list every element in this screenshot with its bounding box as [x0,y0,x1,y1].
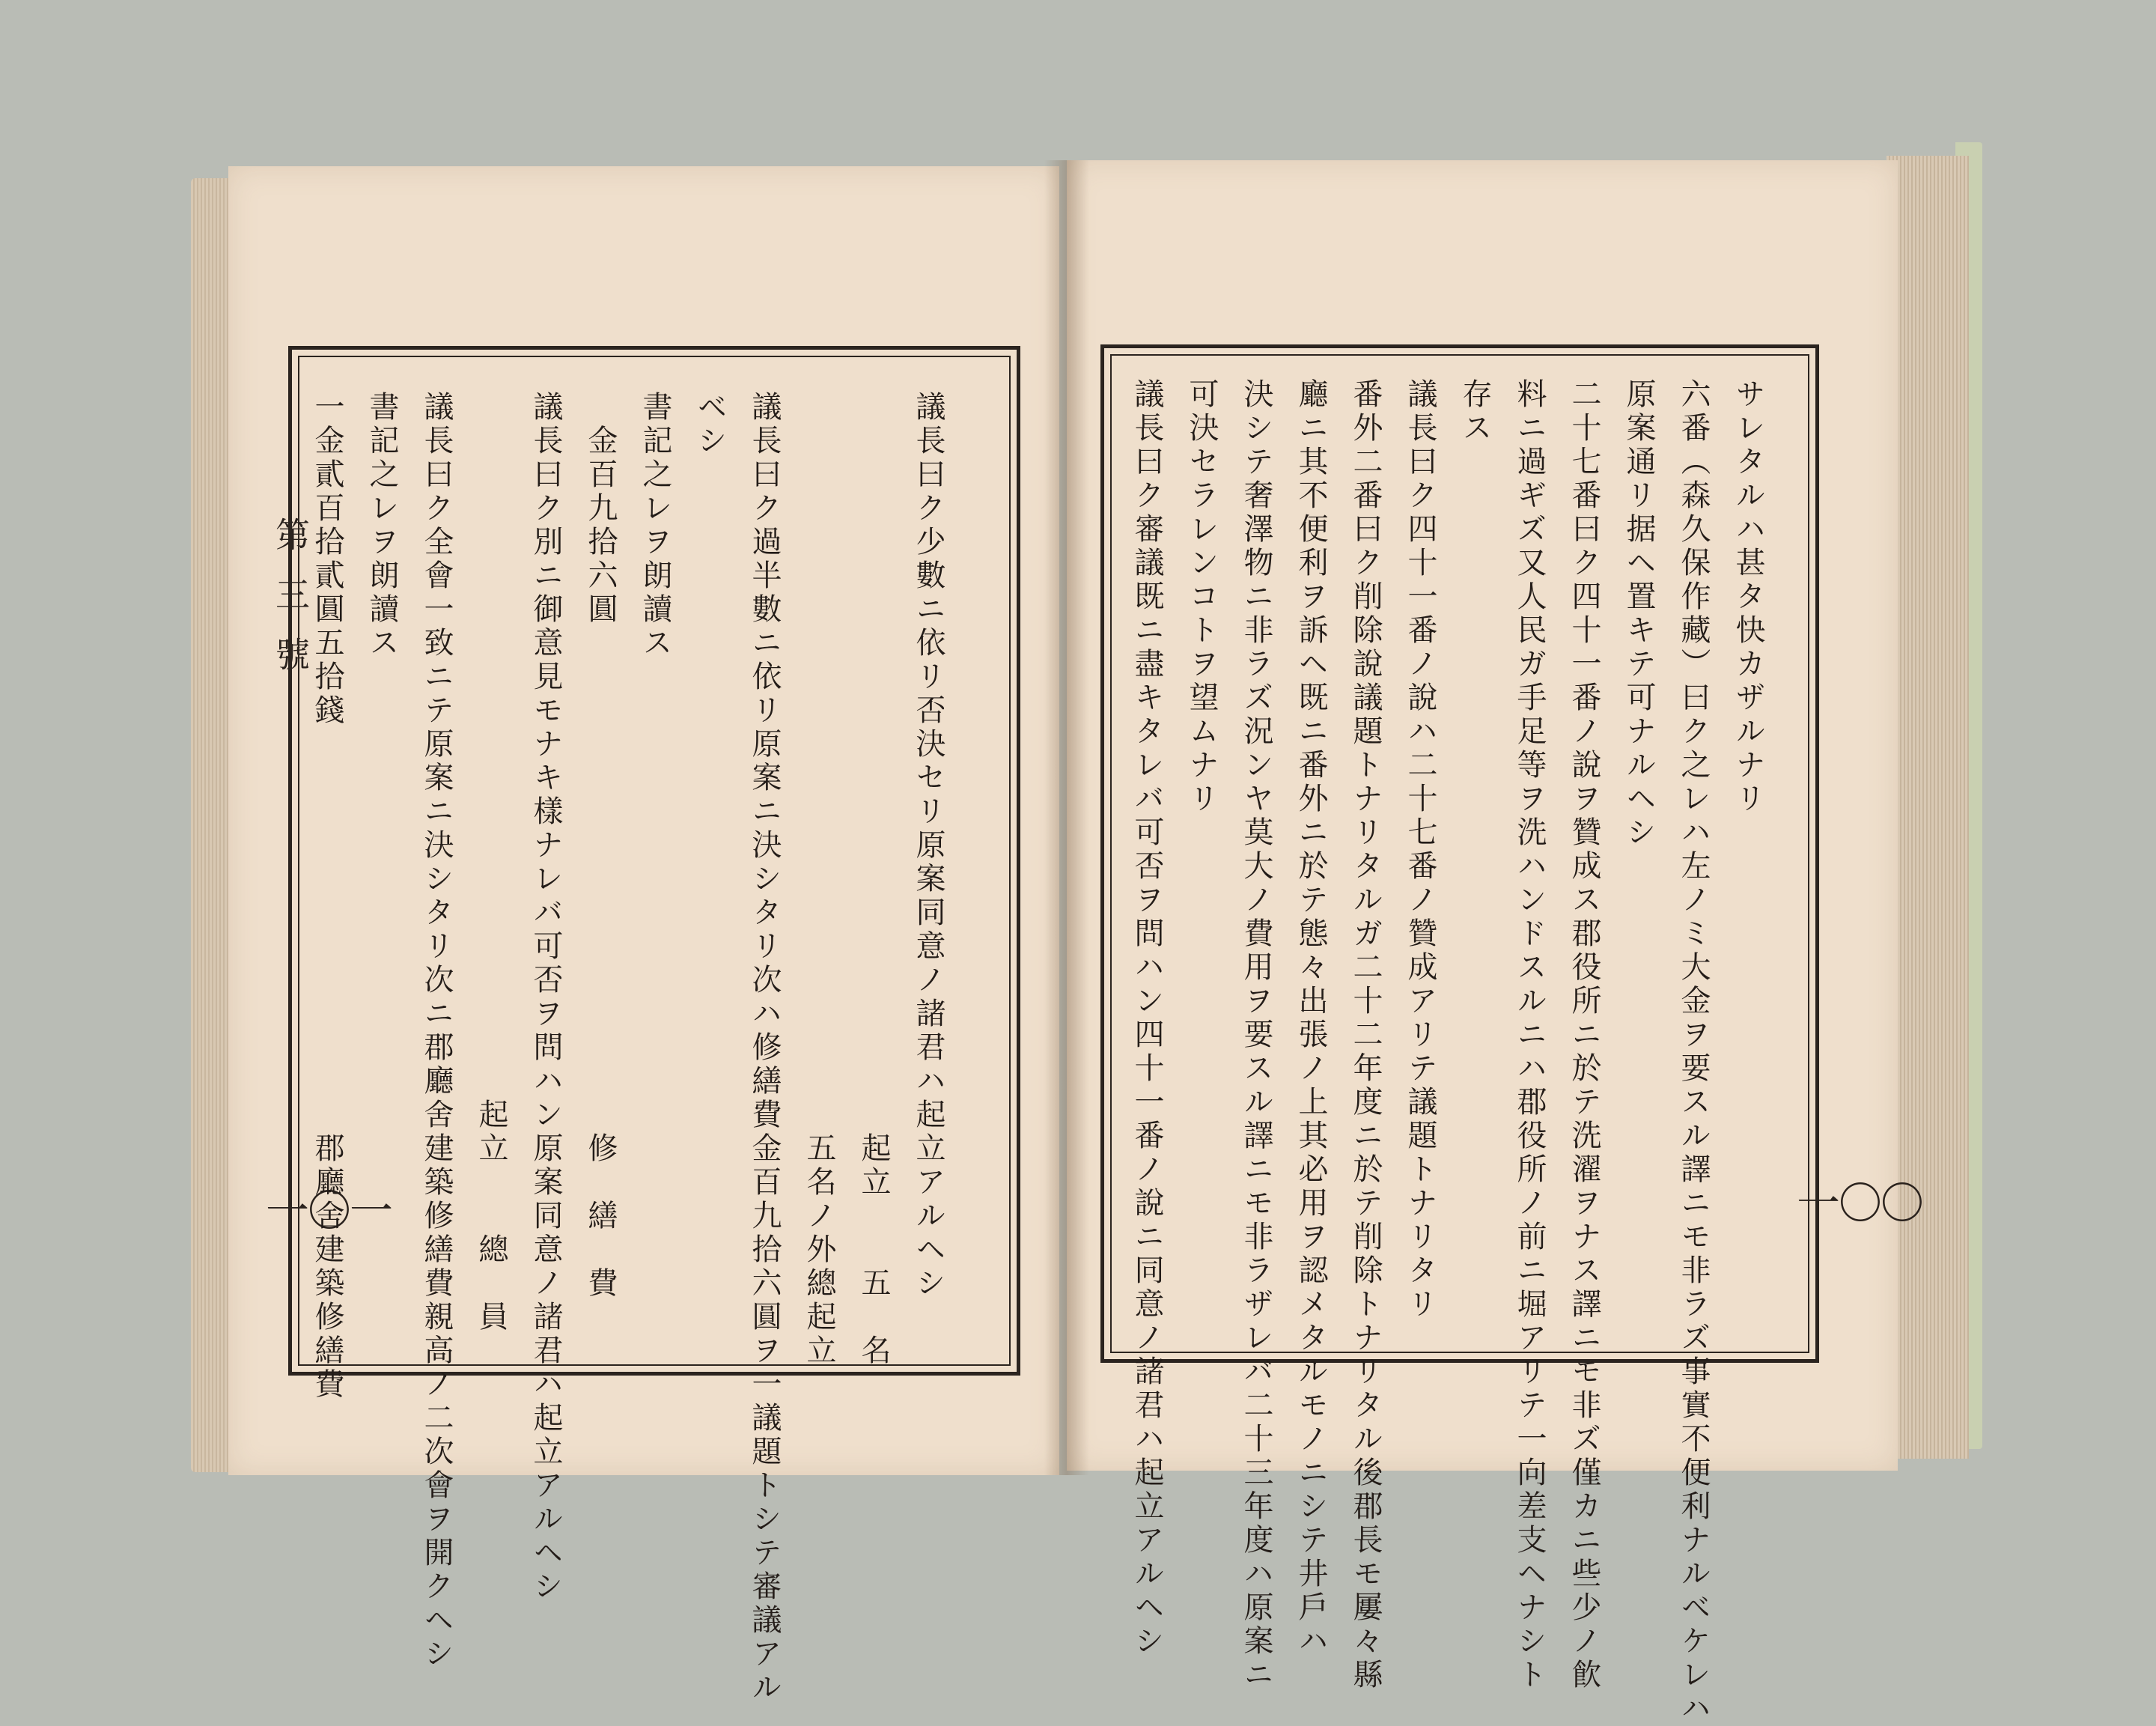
right-page-column: 廳ニ其不便利ヲ訴ヘ既ニ番外ニ於テ態々出張ノ上其必用ヲ認メタルモノニシテ井戶ハ [1294,378,1328,1659]
gutter [1044,160,1089,1475]
right-page-column: 議長曰ク四十一番ノ說ハ二十七番ノ贊成アリテ議題トナリタリ [1403,378,1437,1322]
right-page-number: 一〇〇 [1797,1178,1923,1229]
right-page-block-edge [1886,156,1969,1459]
right-page-column: 決シテ奢澤物ニ非ラズ況ンヤ莫大ノ費用ヲ要スル譯ニモ非ラザレバ二十三年度ハ原案ニ [1239,378,1273,1692]
right-page-column: 議長曰ク審議既ニ盡キタレバ可否ヲ問ハン四十一番ノ說ニ同意ノ諸君ハ起立アルヘシ [1130,378,1164,1659]
left-page-block-edge [191,178,232,1472]
right-page-column: サレタルハ甚タ快カザルナリ [1731,378,1765,816]
left-page-column: ベシ [692,391,727,458]
left-page-column: 起立 總 員 [474,391,508,1334]
running-head: 第三號 [270,517,311,696]
left-page-column: 起立 五 名 [856,391,891,1368]
left-page-column: 金百九拾六圓 修 繕 費 [583,391,618,1301]
left-text-frame [288,346,1020,1705]
left-page-column: 議長曰ク全會一致ニテ原案ニ決シタリ次ニ郡廳舍建築修繕費親高ノ二次會ヲ開クヘシ [419,391,454,1671]
left-page-column: 一金貳百拾貳圓五拾錢 郡廳舍建築修繕費 [310,391,344,1402]
right-page-column: 可決セラレンコトヲ望ムナリ [1184,378,1219,816]
left-page-column: 書記之レヲ朗讀ス [365,391,399,660]
right-page-column: 六番（森久保作藏）曰ク之レハ左ノミ大金ヲ要スル譯ニモ非ラズ事實不便利ナルベケレハ [1676,378,1711,1726]
right-page-column: 原案通リ据ヘ置キテ可ナルヘシ [1621,378,1656,850]
left-page-number: 一〇一 [266,1185,392,1236]
left-page-column: 五名ノ外總起立 [802,391,836,1368]
left-page-column: 書記之レヲ朗讀ス [638,391,672,660]
right-page-column: 料ニ過ギズ又人民ガ手足等ヲ洗ハンドスルニハ郡役所ノ前ニ堀アリテ一向差支ヘナシト [1512,378,1547,1692]
left-page-column: 議長曰ク少數ニ依リ否決セリ原案同意ノ諸君ハ起立アルヘシ [911,391,945,1301]
right-text-frame [1100,344,1819,1726]
right-page-column: 存ス [1458,378,1492,446]
left-page-column: 議長曰ク別ニ御意見モナキ樣ナレバ可否ヲ問ハン原案同意ノ諸君ハ起立アルヘシ [529,391,563,1604]
right-page-column: 番外二番曰ク削除說議題トナリタルガ二十二年度ニ於テ削除トナリタル後郡長モ屢々縣 [1348,378,1383,1692]
left-page-column: 議長曰ク過半數ニ依リ原案ニ決シタリ次ハ修繕費金百九拾六圓ヲ一議題トシテ審議アル [747,391,782,1705]
right-page-column: 二十七番曰ク四十一番ノ說ヲ贊成ス郡役所ニ於テ洗濯ヲナス譯ニモ非ズ僅カニ些少ノ飮 [1567,378,1601,1692]
